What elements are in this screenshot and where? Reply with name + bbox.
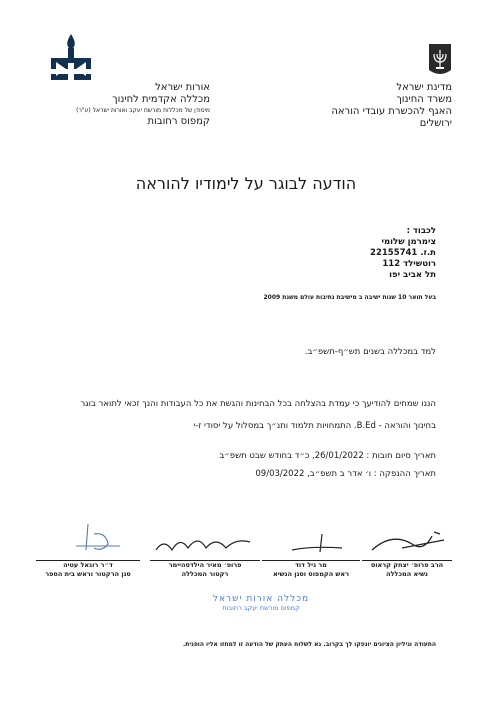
signature-role: ראש הקמפוס וסגן הנשיא	[272, 570, 349, 578]
previous-degree: בעל תואר 10 שנות ישיבה ב מישיבת נתיבות עולם משנת 2009	[263, 294, 436, 301]
ministry-header	[290, 82, 452, 130]
handwritten-signature-icon	[150, 528, 260, 556]
college-header	[30, 82, 210, 128]
college-stamp	[206, 594, 316, 620]
signature-vice-rector	[36, 520, 140, 579]
recipient-block	[240, 226, 436, 281]
college-note: מיסודן של מכללות מורשת יעקב ואורות ישראל (ע"ר)	[76, 107, 210, 114]
menorah-emblem-icon	[427, 42, 453, 78]
signature-name: הרב פרופ׳ יצחק קראוס	[370, 561, 444, 569]
orot-logo-icon	[48, 32, 94, 82]
completion-date: תאריך סיום חובות : 26/01/2022, כ״ד בחודש שבט תשפ״ב	[219, 451, 436, 461]
recipient-name: צימרמן שלומי	[381, 237, 436, 247]
recipient-label: לכבוד :	[406, 226, 436, 236]
signature-role: רקטור המכללה	[181, 570, 229, 578]
handwritten-signature-icon	[36, 520, 140, 556]
body-line-1: הננו שמחים להודיעך כי עמדת בהצלחה בכל הבחינות והגשת את כל העבודות והנך זכאי לתואר בוגר	[80, 399, 436, 409]
document-title: הודעה לבוגר על לימודיו להוראה	[135, 174, 357, 193]
ministry-country: מדינת ישראל	[396, 82, 452, 93]
stamp-line-2: קמפוס מורשת יעקב רחובות	[222, 604, 300, 612]
college-name: אורות ישראל	[155, 82, 210, 93]
college-logo	[48, 32, 94, 82]
ministry-department: האגף להכשרת עובדי הוראה	[331, 106, 452, 117]
body-text	[28, 393, 436, 437]
signature-role: נשיא המכללה	[386, 570, 428, 578]
signature-president	[362, 528, 452, 579]
handwritten-signature-icon	[362, 528, 452, 556]
signature-rector	[150, 528, 260, 579]
recipient-id: ת.ז. 22155741	[370, 248, 436, 258]
study-years: למד במכללה בשנים תש״ף-תשפ״ב.	[304, 347, 436, 357]
ministry-office: משרד החינוך	[396, 94, 452, 105]
state-emblem	[427, 42, 453, 78]
recipient-street: רוטשילד 112	[382, 259, 436, 269]
dates-block	[180, 447, 436, 483]
body-line-2: בחינוך והוראה - B.Ed. התמחויות תלמוד ותנ״ך במסלול על יסודי ז-י	[193, 421, 436, 431]
signature-name: ד״ר רונאל עטיה	[63, 561, 113, 569]
footer-note: התעודה וגיליון הציונים יונפקו לך בקרוב. נא לשלוח העתק של הודעה זו למחזו אליו הופנית.	[182, 641, 436, 648]
college-subtitle: מכללה אקדמית לחינוך	[112, 94, 210, 105]
signature-name: מר גיל דוד	[295, 561, 327, 569]
stamp-line-1: מכללה אורות ישראל	[212, 594, 310, 604]
signature-role: סגן הרקטור וראש בית הספר	[45, 570, 131, 578]
handwritten-signature-icon	[262, 528, 360, 556]
recipient-city: תל אביב יפו	[389, 270, 436, 280]
ministry-city: ירושלים	[419, 118, 452, 129]
issue-date: תאריך ההנפקה : ו׳ אדר ב תשפ״ב, 09/03/2022	[255, 469, 436, 479]
signature-name: פרופ׳ מאיר הילדסהיימר	[168, 561, 242, 569]
signature-campus-head	[262, 528, 360, 579]
college-campus: קמפוס רחובות	[147, 116, 210, 127]
